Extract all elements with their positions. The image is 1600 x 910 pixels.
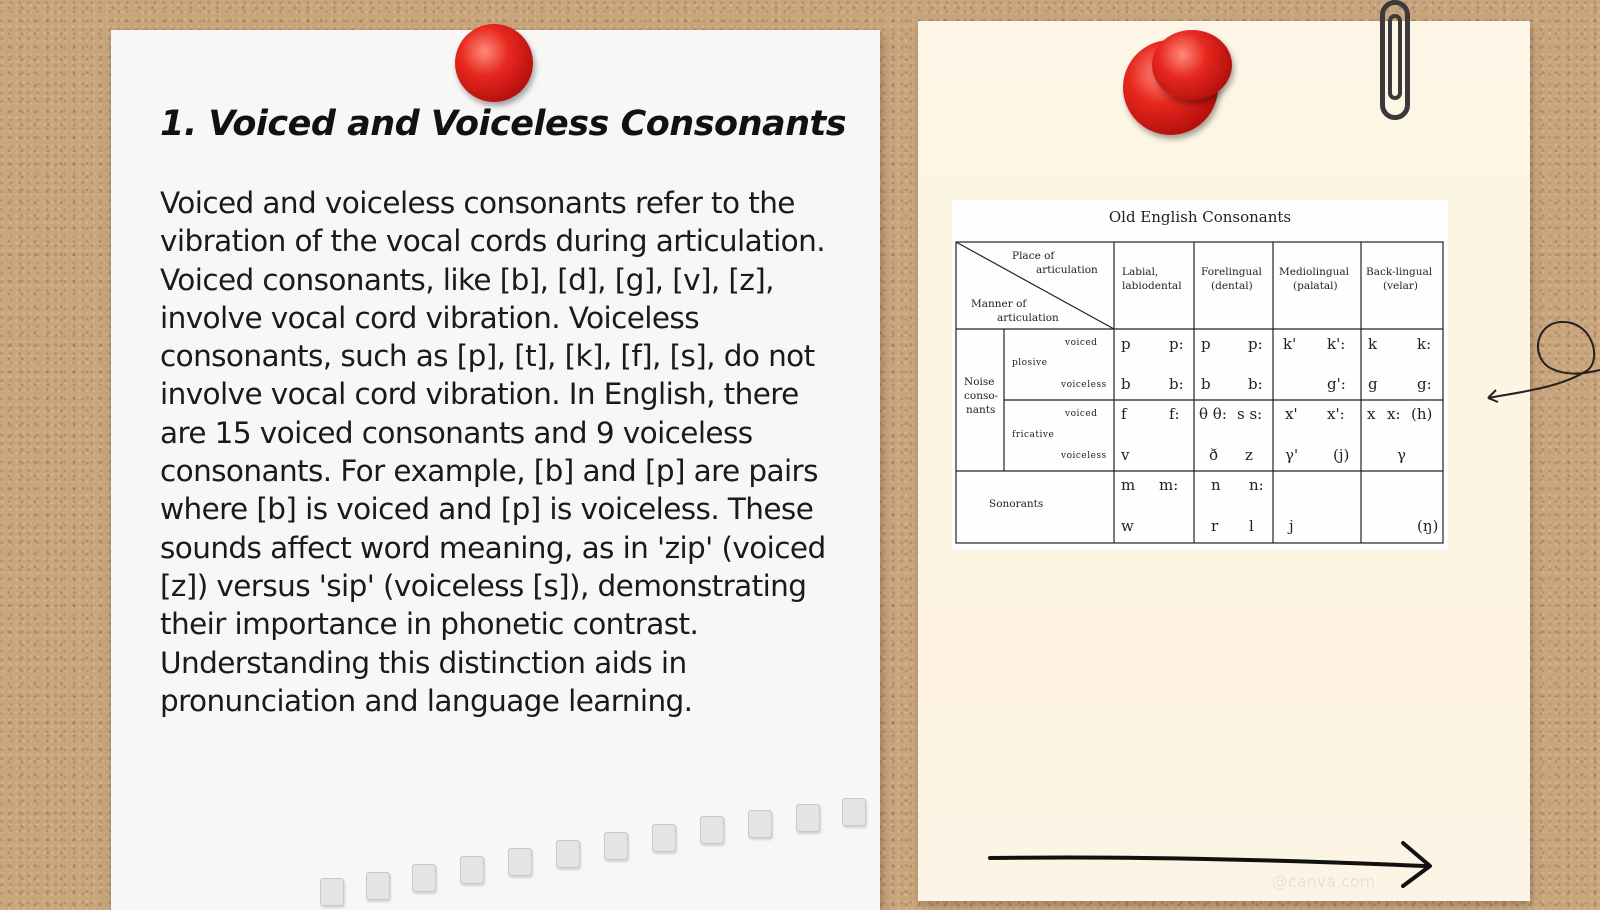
cell: x (1367, 405, 1376, 423)
cell: x': (1327, 405, 1345, 423)
cell: v (1121, 446, 1130, 464)
paper-tab (748, 810, 772, 838)
paper-tab (460, 856, 484, 884)
col-header-mediolingual-2: (palatal) (1293, 280, 1338, 292)
paper-tab (412, 864, 436, 892)
col-header-labial-2: labiodental (1122, 280, 1182, 292)
col-header-backlingual-2: (velar) (1383, 280, 1418, 292)
slide-title: 1. Voiced and Voiceless Consonants (160, 104, 847, 144)
col-header-forelingual-2: (dental) (1211, 280, 1253, 292)
row-sub-plosive: plosive (1012, 358, 1048, 368)
cell: r (1211, 517, 1219, 535)
cell: x: (1387, 405, 1401, 423)
cell: (j) (1333, 446, 1350, 464)
cell: n (1211, 476, 1221, 494)
table-title: Old English Consonants (1108, 208, 1292, 226)
cell: n: (1249, 476, 1264, 494)
paper-tab (320, 878, 344, 906)
cell: g: (1417, 375, 1432, 393)
paper-tab (556, 840, 580, 868)
red-pushpin-icon (1152, 30, 1232, 100)
cell: g (1368, 375, 1378, 393)
next-arrow-icon[interactable] (985, 838, 1445, 888)
cell: g': (1327, 375, 1346, 393)
row-voiceless-2: voiceless (1061, 451, 1107, 461)
corner-top-1: Place of (1012, 250, 1055, 262)
swirl-arrow-doodle-icon (1480, 310, 1600, 410)
cell: b: (1248, 375, 1263, 393)
cell: f (1121, 405, 1127, 423)
cell: θ θ: (1199, 405, 1227, 423)
red-pushpin-icon (455, 24, 533, 102)
cell: p: (1169, 335, 1184, 353)
cell: γ' (1285, 446, 1299, 464)
cell: γ (1397, 446, 1406, 464)
cell: w (1121, 517, 1134, 535)
row-sonorants: Sonorants (989, 498, 1044, 510)
cell: p (1201, 335, 1211, 353)
paper-tab (604, 832, 628, 860)
col-header-mediolingual-1: Mediolingual (1279, 266, 1349, 278)
cell: b (1121, 375, 1131, 393)
consonant-table-grid (955, 241, 1445, 546)
cell: b (1201, 375, 1211, 393)
corner-top-2: articulation (1036, 264, 1098, 276)
paper-tab (652, 824, 676, 852)
cell: (ŋ) (1417, 517, 1439, 535)
paper-tab (366, 872, 390, 900)
cell: j (1289, 517, 1294, 535)
row-voiced-2: voiced (1065, 409, 1098, 419)
slide-body-text: Voiced and voiceless consonants refer to the vibration of the vocal cords during articulation. Voiced consonants, like [b], [d], [g], [v], [z], involve vocal cord vibration. Voiceless consonants, such as [p], [t], [k], [f], [s], do not involve vocal cord vibration. In English, there are 15 voiced consonants and 9 voiceless consonants. For example, [b] and [p] are pairs where [b] is voiced and [p] is voiceless. These sounds affect word meaning, as in 'zip' (voiced [z]) versus 'sip' (voiceless [s]), demonstrating their importance in phonetic contrast. Understanding this distinction aids in pronunciation and language learning. (160, 186, 826, 718)
col-header-labial-1: Labial, (1122, 266, 1159, 278)
cell: l (1249, 517, 1254, 535)
paper-tab (508, 848, 532, 876)
row-group-noise-3: nants (966, 404, 996, 416)
cell: x' (1285, 405, 1298, 423)
row-sub-fricative: fricative (1012, 430, 1055, 440)
row-voiced-1: voiced (1065, 338, 1098, 348)
cell: p (1121, 335, 1131, 353)
cell: p: (1248, 335, 1263, 353)
cell: k': (1327, 335, 1346, 353)
torn-paper-tabs (320, 800, 880, 900)
col-header-forelingual-1: Forelingual (1201, 266, 1262, 278)
paperclip-inner (1388, 14, 1402, 100)
cell: f: (1169, 405, 1180, 423)
corner-bottom-1: Manner of (971, 298, 1027, 310)
corner-bottom-2: articulation (997, 312, 1059, 324)
col-header-backlingual-1: Back-lingual (1366, 266, 1433, 278)
cell: k: (1417, 335, 1432, 353)
cell: k (1368, 335, 1378, 353)
cell: m: (1159, 476, 1179, 494)
paper-tab (796, 804, 820, 832)
cell: s s: (1237, 405, 1263, 423)
cell: b: (1169, 375, 1184, 393)
paper-tab (700, 816, 724, 844)
row-group-noise-2: conso- (964, 390, 999, 402)
cell: k' (1283, 335, 1297, 353)
cell: m (1121, 476, 1136, 494)
cell: ð (1209, 446, 1219, 464)
row-voiceless-1: voiceless (1061, 380, 1107, 390)
paper-tab (842, 798, 866, 826)
cell: (h) (1411, 405, 1433, 423)
consonant-table-image (952, 200, 1448, 550)
cell: z (1245, 446, 1253, 464)
row-group-noise-1: Noise (964, 376, 995, 388)
watermark-text: @canva.com (1272, 872, 1376, 891)
